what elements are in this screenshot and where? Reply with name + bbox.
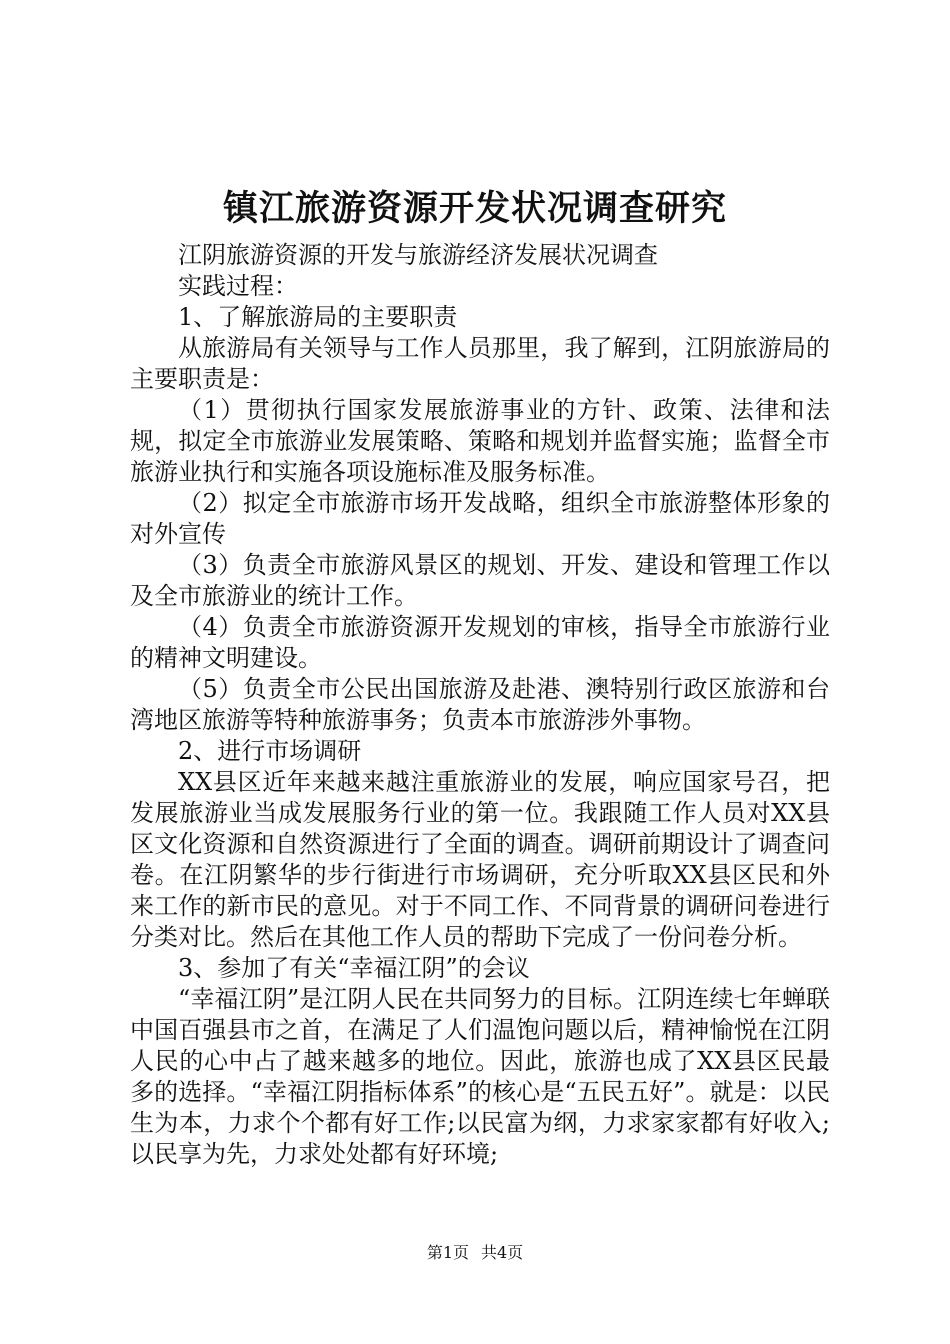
page-total: 共4页 <box>481 1243 524 1262</box>
subtitle-paragraph: 江阴旅游资源的开发与旅游经济发展状况调查 <box>178 241 658 269</box>
page-number: 第1页 <box>426 1243 469 1262</box>
section-1-heading: 1、了解旅游局的主要职责 <box>178 303 458 331</box>
page-footer <box>0 1242 950 1264</box>
body-paragraph: XX县区近年来越来越注重旅游业的发展，响应国家号召，把发展旅游业当成发展服务行业的第一位。我跟随工作人员对XX县区文化资源和自然资源进行了全面的调查。调研前期设计了调查问卷。在江阴繁华的步行街进行市场调研，充分听取XX县区民和外来工作的新市民的意见。对于不同工作、不同背景的调研问卷进行分类对比。然后在其他工作人员的帮助下完成了一份问卷分析。 <box>130 768 830 951</box>
body-paragraph: “幸福江阴”是江阴人民在共同努力的目标。江阴连续七年蝉联中国百强县市之首，在满足了人们温饱问题以后，精神愉悦在江阴人民的心中占了越来越多的地位。因此，旅游也成了XX县区民最多的选择。“幸福江阴指标体系”的核心是“五民五好”。就是：以民生为本，力求个个都有好工作;以民富为纲，力求家家都有好收入;以民享为先，力求处处都有好环境; <box>130 985 830 1168</box>
document-title: 镇江旅游资源开发状况调查研究 <box>222 188 727 229</box>
practice-process-heading: 实践过程： <box>178 272 298 300</box>
duty-item-2: （2）拟定全市旅游市场开发战略，组织全市旅游整体形象的对外宣传 <box>130 489 830 548</box>
section-2-heading: 2、进行市场调研 <box>178 737 362 765</box>
duty-item-4: （4）负责全市旅游资源开发规划的审核，指导全市旅游行业的精神文明建设。 <box>130 613 830 672</box>
duty-item-1: （1）贯彻执行国家发展旅游事业的方针、政策、法律和法规，拟定全市旅游业发展策略、策略和规划并监督实施；监督全市旅游业执行和实施各项设施标准及服务标准。 <box>130 396 830 486</box>
section-3-heading: 3、参加了有关“幸福江阴”的会议 <box>178 954 530 982</box>
duty-item-5: （5）负责全市公民出国旅游及赴港、澳特别行政区旅游和台湾地区旅游等特种旅游事务；负责本市旅游涉外事物。 <box>130 675 830 734</box>
body-paragraph: 从旅游局有关领导与工作人员那里，我了解到，江阴旅游局的主要职责是： <box>130 334 830 393</box>
document-body <box>130 240 830 1170</box>
duty-item-3: （3）负责全市旅游风景区的规划、开发、建设和管理工作以及全市旅游业的统计工作。 <box>130 551 830 610</box>
